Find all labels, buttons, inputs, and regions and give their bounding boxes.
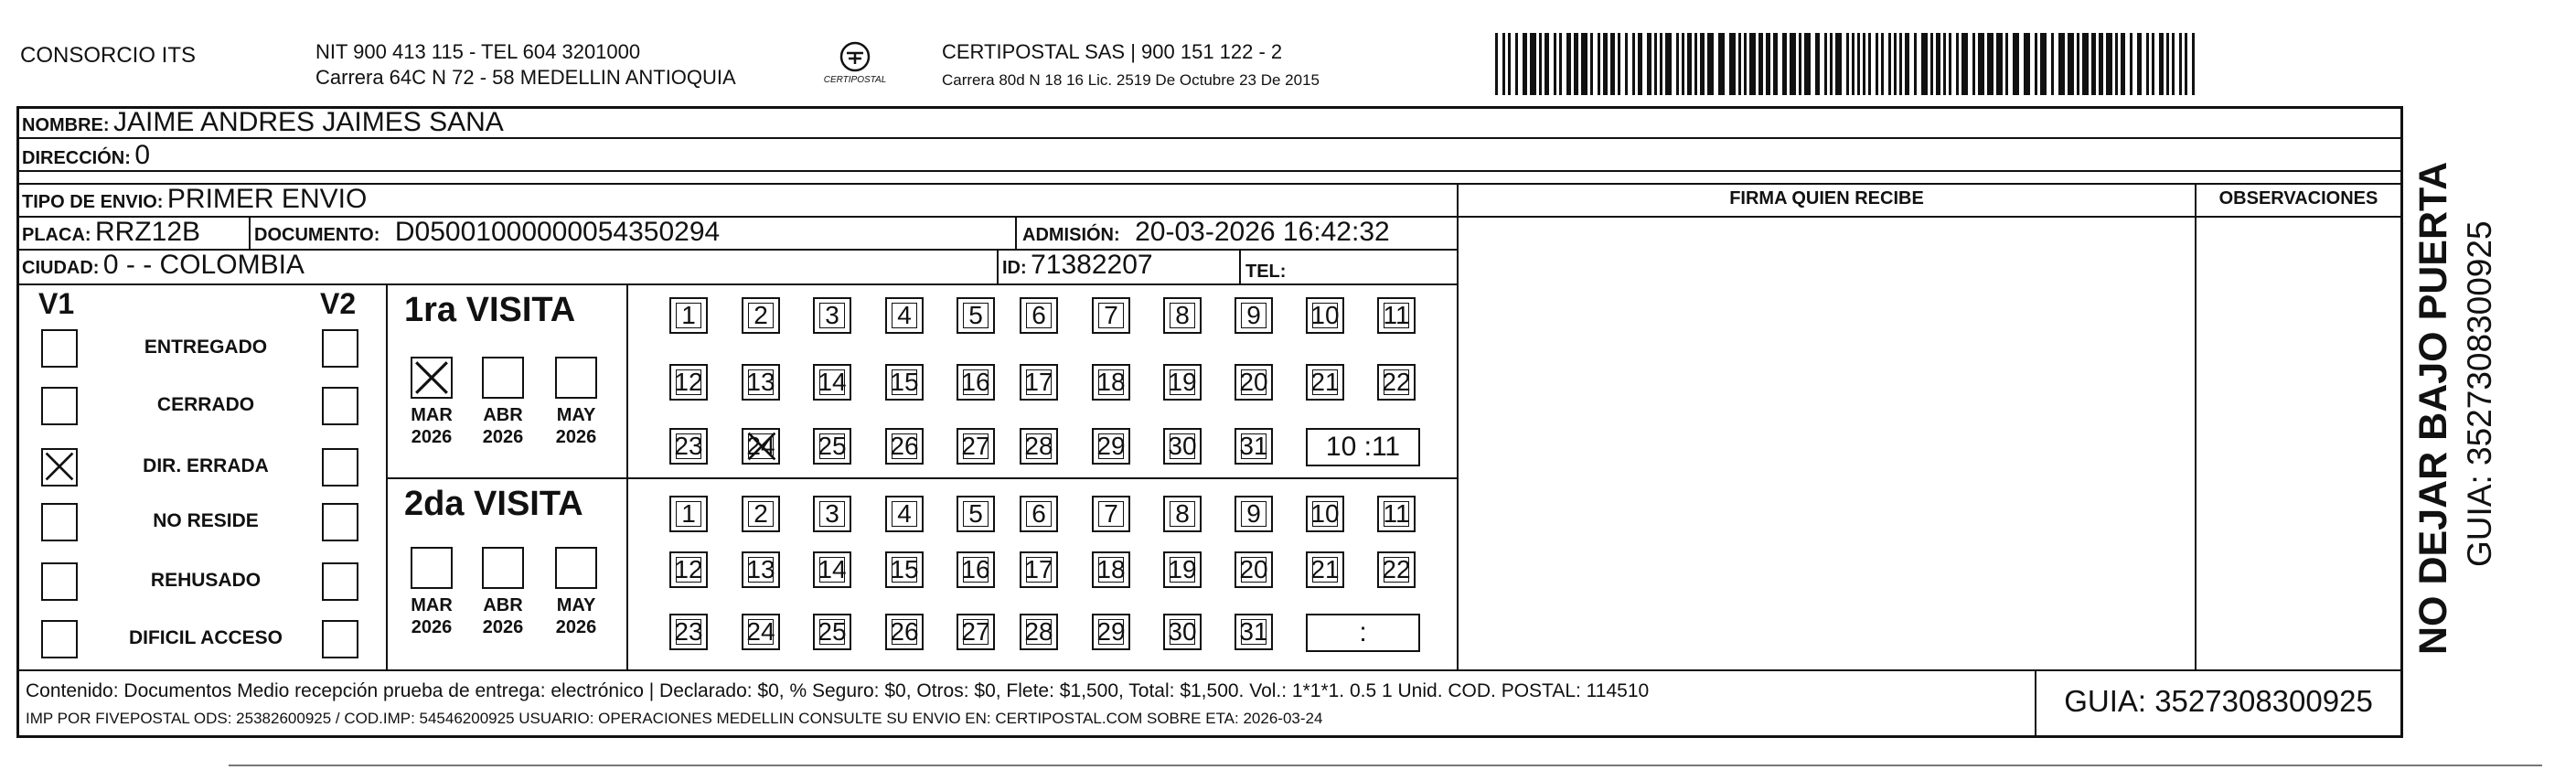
barcode-bar: [1936, 33, 1940, 95]
barcode-bar: [1581, 33, 1587, 95]
barcode-bar: [1894, 33, 1897, 95]
v1-checkbox[interactable]: [41, 562, 78, 601]
barcode-bar: [1914, 33, 1917, 95]
day-check-mark: [745, 430, 778, 471]
month-checkbox[interactable]: [411, 357, 453, 399]
barcode-bar: [1676, 33, 1679, 95]
month-label: ABR 2026: [482, 405, 524, 447]
barcode-bar: [2035, 33, 2037, 95]
id-row: [1002, 250, 1153, 281]
ciudad-value: 0 - - COLOMBIA: [102, 250, 305, 280]
frame-bottom: [16, 735, 2403, 738]
barcode-bar: [1515, 33, 1518, 95]
day-box[interactable]: 22: [1377, 551, 1416, 588]
barcode-bar: [1554, 33, 1556, 95]
barcode-bar: [1687, 33, 1692, 95]
nombre-value: JAIME ANDRES JAIMES SANA: [113, 107, 504, 137]
barcode-bar: [1530, 33, 1536, 95]
day-box[interactable]: 3: [813, 496, 851, 532]
barcode-bar: [2137, 33, 2142, 95]
day-box[interactable]: 2: [742, 297, 780, 334]
day-box[interactable]: 1: [669, 496, 708, 532]
observaciones-header: OBSERVACIONES: [2218, 188, 2378, 209]
company-name: CONSORCIO ITS: [20, 43, 197, 68]
barcode-bar: [1729, 33, 1736, 95]
v2-checkbox[interactable]: [322, 620, 358, 658]
status-label: ENTREGADO: [144, 337, 268, 358]
tipo-row: [22, 184, 367, 215]
barcode-bar: [2121, 33, 2125, 95]
day-box[interactable]: 20: [1235, 364, 1273, 401]
no-dejar-warning: NO DEJAR BAJO PUERTA: [2411, 161, 2455, 655]
day-box[interactable]: 23: [669, 614, 708, 650]
barcode-bar: [2172, 33, 2175, 95]
v1-checkbox[interactable]: [41, 448, 78, 487]
barcode-bar: [2091, 33, 2096, 95]
barcode-bar: [1881, 33, 1884, 95]
day-box[interactable]: 24: [742, 614, 780, 650]
month-checkbox[interactable]: [555, 547, 597, 589]
visit-time-field[interactable]: :: [1306, 614, 1420, 652]
v2-checkbox[interactable]: [322, 387, 358, 425]
barcode-bar: [1618, 33, 1620, 95]
day-box[interactable]: 28: [1020, 614, 1058, 650]
admision-row: [1022, 217, 1390, 248]
day-box[interactable]: 2: [742, 496, 780, 532]
day-box[interactable]: 5: [957, 496, 995, 532]
month-checkbox[interactable]: [555, 357, 597, 399]
direccion-label: DIRECCIÓN:: [22, 148, 131, 168]
day-box[interactable]: 1: [669, 297, 708, 334]
barcode-bar: [1905, 33, 1909, 95]
direccion-row: [22, 140, 150, 171]
day-box[interactable]: 18: [1092, 364, 1130, 401]
barcode: [1495, 33, 2204, 95]
barcode-bar: [1863, 33, 1865, 95]
day-box[interactable]: 6: [1020, 496, 1058, 532]
direccion-value: 0: [134, 140, 151, 170]
nombre-row: [22, 107, 504, 138]
barcode-bar: [1495, 33, 1498, 95]
day-box[interactable]: 30: [1163, 614, 1202, 650]
day-box[interactable]: 31: [1235, 428, 1273, 465]
day-box[interactable]: 11: [1377, 496, 1416, 532]
barcode-bar: [1625, 33, 1628, 95]
barcode-bar: [1682, 33, 1684, 95]
barcode-bar: [1824, 33, 1827, 95]
barcode-bar: [1868, 33, 1871, 95]
carrier-address: Carrera 80d N 18 16 Lic. 2519 De Octubre 23 De 2015: [942, 71, 1320, 89]
certipostal-logo: [814, 38, 896, 93]
barcode-bar: [1610, 33, 1615, 95]
id-label: ID:: [1002, 258, 1027, 278]
bottom-edge-line: [229, 765, 2542, 766]
barcode-bar: [2082, 33, 2089, 95]
day-box[interactable]: 7: [1092, 297, 1130, 334]
day-box[interactable]: 28: [1020, 428, 1058, 465]
month-label: MAY 2026: [555, 595, 597, 637]
day-box[interactable]: 21: [1306, 364, 1344, 401]
id-value: 71382207: [1031, 250, 1153, 280]
day-box[interactable]: 5: [957, 297, 995, 334]
day-box[interactable]: 20: [1235, 551, 1273, 588]
barcode-bar: [1899, 33, 1902, 95]
barcode-bar: [1647, 33, 1651, 95]
barcode-bar: [1654, 33, 1657, 95]
month-checkbox[interactable]: [411, 547, 453, 589]
barcode-bar: [1921, 33, 1928, 95]
barcode-bar: [1598, 33, 1600, 95]
barcode-bar: [1603, 33, 1608, 95]
barcode-bar: [2115, 33, 2118, 95]
barcode-bar: [1956, 33, 1959, 95]
barcode-bar: [1799, 33, 1801, 95]
day-box[interactable]: 10: [1306, 496, 1344, 532]
barcode-bar: [1638, 33, 1642, 95]
day-box[interactable]: 25: [813, 428, 851, 465]
day-box[interactable]: 29: [1092, 614, 1130, 650]
frame-left: [16, 106, 19, 737]
day-box[interactable]: 25: [813, 614, 851, 650]
tipo-label: TIPO DE ENVIO:: [22, 192, 164, 212]
day-box[interactable]: 19: [1163, 364, 1202, 401]
tel-row: [1245, 253, 1286, 284]
barcode-bar: [1949, 33, 1951, 95]
barcode-bar: [2152, 33, 2154, 95]
barcode-bar: [1738, 33, 1741, 95]
month-checkbox[interactable]: [482, 357, 524, 399]
day-box[interactable]: 10: [1306, 297, 1344, 334]
day-box[interactable]: 26: [885, 428, 924, 465]
day-box[interactable]: 8: [1163, 297, 1202, 334]
barcode-bar: [1766, 33, 1770, 95]
day-box[interactable]: 4: [885, 496, 924, 532]
nombre-label: NOMBRE:: [22, 115, 110, 135]
barcode-bar: [1972, 33, 1975, 95]
barcode-bar: [2005, 33, 2008, 95]
col-line: [1015, 216, 1017, 249]
day-box[interactable]: 6: [1020, 297, 1058, 334]
col-line: [249, 216, 251, 249]
v2-checkbox[interactable]: [322, 503, 358, 541]
company-nit: NIT 900 413 115 - TEL 604 3201000: [315, 40, 641, 63]
footer-content: Contenido: Documentos Medio recepción prueba de entrega: electrónico | Declarado: $0, % Seguro: $0, Otros: $0, Flete: $1,500, Total: $1,500. Vol.: 1*1*1. 0.5 1 Unid. COD. POSTAL: 114510: [26, 680, 1650, 701]
day-box[interactable]: 17: [1020, 364, 1058, 401]
day-box[interactable]: 3: [813, 297, 851, 334]
col-line: [626, 283, 628, 669]
admision-label: ADMISIÓN:: [1022, 225, 1120, 245]
carrier-name: CERTIPOSTAL SAS | 900 151 122 - 2: [942, 40, 1283, 63]
footer-imp: IMP POR FIVEPOSTAL ODS: 25382600925 / COD.IMP: 54546200925 USUARIO: OPERACIONES MEDELLIN CONSULTE SU ENVIO EN: CERTIPOSTAL.COM SOBRE ETA: 2026-03-24: [26, 710, 1323, 727]
barcode-bar: [1846, 33, 1849, 95]
day-box[interactable]: 21: [1306, 551, 1344, 588]
firma-header: FIRMA QUIEN RECIBE: [1729, 188, 1924, 209]
row-line: [16, 170, 2403, 172]
v2-checkbox[interactable]: [322, 329, 358, 368]
row-line: [16, 183, 2403, 185]
day-box[interactable]: 13: [742, 551, 780, 588]
barcode-bar: [2192, 33, 2195, 95]
barcode-bar: [1665, 33, 1672, 95]
documento-label: DOCUMENTO:: [254, 225, 380, 245]
barcode-bar: [2040, 33, 2047, 95]
barcode-bar: [1930, 33, 1933, 95]
day-box[interactable]: 26: [885, 614, 924, 650]
barcode-bar: [1961, 33, 1968, 95]
first-visit-title: 1ra VISITA: [404, 291, 576, 329]
barcode-bar: [2106, 33, 2112, 95]
ciudad-label: CIUDAD:: [22, 258, 100, 278]
day-box[interactable]: 7: [1092, 496, 1130, 532]
admision-value: 20-03-2026 16:42:32: [1135, 217, 1390, 247]
col-line: [386, 283, 388, 669]
barcode-bar: [1718, 33, 1725, 95]
tipo-value: PRIMER ENVIO: [166, 184, 368, 214]
day-box[interactable]: 31: [1235, 614, 1273, 650]
v1-checkbox[interactable]: [41, 329, 78, 368]
barcode-bar: [2130, 33, 2132, 95]
day-box[interactable]: 8: [1163, 496, 1202, 532]
barcode-bar: [1804, 33, 1811, 95]
day-box[interactable]: 12: [669, 551, 708, 588]
v1-checkbox[interactable]: [41, 620, 78, 658]
barcode-bar: [1773, 33, 1778, 95]
month-label: MAR 2026: [411, 595, 453, 637]
side-guia: GUIA: 3527308300925: [2461, 220, 2498, 567]
col-line: [1457, 183, 1459, 669]
logo-text: CERTIPOSTAL: [823, 75, 887, 85]
status-label: REHUSADO: [150, 570, 262, 591]
barcode-bar: [1700, 33, 1705, 95]
barcode-bar: [1566, 33, 1571, 95]
barcode-bar: [2166, 33, 2169, 95]
visit-time-field[interactable]: 10 :11: [1306, 428, 1420, 466]
barcode-bar: [1943, 33, 1946, 95]
col-line: [997, 249, 999, 283]
month-label: ABR 2026: [482, 595, 524, 637]
day-box[interactable]: 29: [1092, 428, 1130, 465]
barcode-bar: [1749, 33, 1756, 95]
day-box[interactable]: 22: [1377, 364, 1416, 401]
documento-value: D05001000000054350294: [394, 217, 721, 247]
barcode-bar: [1758, 33, 1763, 95]
barcode-bar: [1559, 33, 1562, 95]
barcode-bar: [2099, 33, 2103, 95]
barcode-bar: [1782, 33, 1787, 95]
second-visit-title: 2da VISITA: [404, 485, 583, 523]
barcode-bar: [1815, 33, 1820, 95]
day-box[interactable]: 12: [669, 364, 708, 401]
day-box[interactable]: 30: [1163, 428, 1202, 465]
day-box[interactable]: 4: [885, 297, 924, 334]
day-box[interactable]: 27: [957, 428, 995, 465]
barcode-bar: [1502, 33, 1505, 95]
day-box[interactable]: 13: [742, 364, 780, 401]
barcode-bar: [1996, 33, 2003, 95]
barcode-bar: [1508, 33, 1511, 95]
v2-checkbox[interactable]: [322, 448, 358, 487]
barcode-bar: [1835, 33, 1842, 95]
barcode-bar: [2051, 33, 2054, 95]
barcode-bar: [1852, 33, 1855, 95]
status-label: CERRADO: [156, 394, 255, 415]
barcode-bar: [1545, 33, 1549, 95]
barcode-bar: [1744, 33, 1747, 95]
day-box[interactable]: 23: [669, 428, 708, 465]
barcode-bar: [1888, 33, 1891, 95]
barcode-bar: [1539, 33, 1542, 95]
v2-checkbox[interactable]: [322, 562, 358, 601]
barcode-bar: [1590, 33, 1593, 95]
tel-label: TEL:: [1245, 262, 1287, 282]
day-box[interactable]: 18: [1092, 551, 1130, 588]
status-label: NO RESIDE: [153, 510, 259, 531]
day-box[interactable]: 14: [813, 364, 851, 401]
barcode-bar: [1978, 33, 1984, 95]
day-box[interactable]: 16: [957, 364, 995, 401]
day-box[interactable]: 9: [1235, 297, 1273, 334]
barcode-bar: [1574, 33, 1578, 95]
barcode-bar: [1632, 33, 1635, 95]
day-box[interactable]: 17: [1020, 551, 1058, 588]
barcode-bar: [2068, 33, 2074, 95]
v2-header: V2: [320, 287, 357, 320]
barcode-bar: [2146, 33, 2149, 95]
day-box[interactable]: 19: [1163, 551, 1202, 588]
month-label: MAY 2026: [555, 405, 597, 447]
barcode-bar: [2058, 33, 2065, 95]
barcode-bar: [1857, 33, 1860, 95]
barcode-bar: [1987, 33, 1993, 95]
day-box[interactable]: 16: [957, 551, 995, 588]
barcode-bar: [2185, 33, 2187, 95]
barcode-bar: [2013, 33, 2019, 95]
col-line: [2195, 183, 2197, 669]
day-box[interactable]: 14: [813, 551, 851, 588]
barcode-bar: [1694, 33, 1697, 95]
barcode-bar: [1790, 33, 1796, 95]
barcode-bar: [2077, 33, 2079, 95]
day-box[interactable]: 9: [1235, 496, 1273, 532]
day-box[interactable]: 24: [742, 428, 780, 465]
month-checkbox[interactable]: [482, 547, 524, 589]
day-box[interactable]: 11: [1377, 297, 1416, 334]
barcode-bar: [1707, 33, 1714, 95]
barcode-bar: [1876, 33, 1878, 95]
barcode-bar: [1660, 33, 1662, 95]
day-box[interactable]: 15: [885, 551, 924, 588]
day-box[interactable]: 27: [957, 614, 995, 650]
documento-row: [254, 217, 720, 248]
frame-right: [2400, 106, 2403, 737]
row-line: [386, 477, 1457, 479]
v1-checkbox[interactable]: [41, 503, 78, 541]
v1-checkbox[interactable]: [41, 387, 78, 425]
ciudad-row: [22, 250, 305, 281]
day-box[interactable]: 15: [885, 364, 924, 401]
footer-guia: GUIA: 3527308300925: [2064, 684, 2373, 718]
company-address: Carrera 64C N 72 - 58 MEDELLIN ANTIOQUIA: [315, 66, 736, 89]
barcode-bar: [2159, 33, 2164, 95]
barcode-bar: [1523, 33, 1527, 95]
col-line: [1239, 249, 1241, 283]
barcode-bar: [1830, 33, 1833, 95]
status-label: DIFICIL ACCESO: [128, 627, 283, 648]
status-label: DIR. ERRADA: [143, 455, 269, 476]
row-line: [16, 283, 1457, 285]
barcode-bar: [2179, 33, 2182, 95]
row-line: [16, 669, 2403, 671]
row-line: [1457, 216, 2403, 218]
month-label: MAR 2026: [411, 405, 453, 447]
placa-row: [22, 217, 200, 248]
v1-header: V1: [38, 287, 75, 320]
placa-label: PLACA:: [22, 225, 91, 245]
placa-value: RRZ12B: [95, 217, 201, 247]
barcode-bar: [2024, 33, 2030, 95]
